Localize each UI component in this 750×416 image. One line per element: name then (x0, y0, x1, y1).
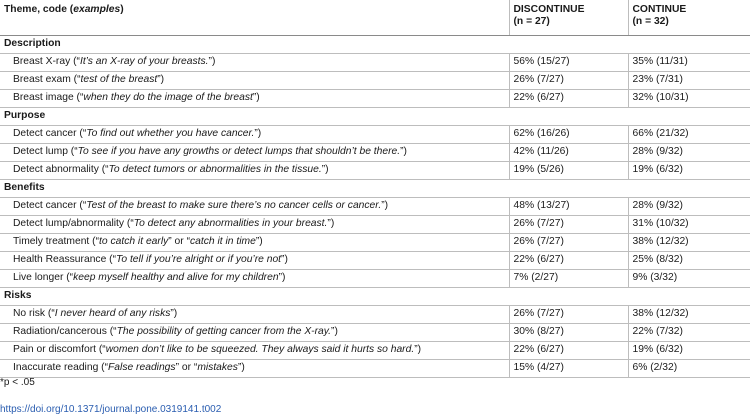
example-quote: Test of the breast to make sure there’s no cancer cells or cancer. (86, 200, 382, 211)
code-label: Breast exam (“ (13, 74, 81, 85)
table-row (0, 197, 750, 215)
quote-joiner: ” or “ (175, 362, 198, 373)
continue-cell: 22% (7/32) (628, 323, 750, 341)
quote-close: ”) (255, 236, 263, 247)
example-quote: mistakes (197, 362, 238, 373)
quote-close: ”) (331, 326, 338, 337)
example-quote: to catch it early (99, 236, 169, 247)
discontinue-cell: 30% (8/27) (509, 323, 628, 341)
code-label: Detect cancer (“ (13, 128, 87, 139)
quote-close: ”) (414, 344, 422, 355)
continue-cell: 35% (11/31) (628, 53, 750, 71)
example-quote: To detect tumors or abnormalities in the tissue. (108, 164, 322, 175)
code-label: Detect lump/abnormality (“ (13, 218, 134, 229)
continue-cell: 28% (9/32) (628, 197, 750, 215)
quote-close: ”) (252, 92, 260, 103)
discontinue-cell: 56% (15/27) (509, 53, 628, 71)
continue-cell: 19% (6/32) (628, 161, 750, 179)
section-title: Risks (0, 287, 750, 305)
section-title: Description (0, 35, 750, 53)
quote-close: ”) (381, 200, 389, 211)
example-quote: when they do the image of the breast (83, 92, 253, 103)
table-row (0, 89, 750, 107)
code-label: Timely treatment (“ (13, 236, 100, 247)
theme-cell (0, 233, 509, 251)
theme-cell (0, 359, 509, 377)
continue-cell: 6% (2/32) (628, 359, 750, 377)
quote-close: ”) (208, 56, 216, 67)
continue-cell: 23% (7/31) (628, 71, 750, 89)
quote-close: ”) (321, 164, 329, 175)
table-row (0, 359, 750, 377)
discontinue-cell: 26% (7/27) (509, 215, 628, 233)
continue-cell: 25% (8/32) (628, 251, 750, 269)
example-quote: To detect any abnormalities in your breast. (133, 218, 328, 229)
table-row (0, 53, 750, 71)
example-quote: To tell if you’re alright or if you’re not (116, 254, 282, 265)
table-row (0, 161, 750, 179)
theme-cell (0, 53, 509, 71)
theme-cell (0, 197, 509, 215)
example-quote: False readings (108, 362, 176, 373)
quote-close: ”) (157, 74, 165, 85)
theme-cell (0, 143, 509, 161)
continue-cell: 9% (3/32) (628, 269, 750, 287)
table-row (0, 251, 750, 269)
continue-header: CONTINUE (n = 32) (628, 0, 750, 35)
continue-cell: 66% (21/32) (628, 125, 750, 143)
theme-cell (0, 71, 509, 89)
theme-cell (0, 161, 509, 179)
continue-cell: 38% (12/32) (628, 233, 750, 251)
theme-cell (0, 89, 509, 107)
code-label: Health Reassurance (“ (13, 254, 117, 265)
theme-cell (0, 215, 509, 233)
theme-header: Theme, code (examples) (0, 0, 509, 35)
section-row (0, 287, 750, 305)
discontinue-cell: 26% (7/27) (509, 71, 628, 89)
code-label: Detect abnormality (“ (13, 164, 109, 175)
code-label: Radiation/cancerous (“ (13, 326, 117, 337)
table-row (0, 305, 750, 323)
theme-cell (0, 341, 509, 359)
code-label: Inaccurate reading (“ (13, 362, 109, 373)
theme-cell (0, 125, 509, 143)
example-quote: I never heard of any risks (54, 308, 171, 319)
quote-close: ”) (281, 254, 288, 265)
table-row (0, 269, 750, 287)
discontinue-cell: 22% (6/27) (509, 89, 628, 107)
section-title: Benefits (0, 179, 750, 197)
section-row (0, 179, 750, 197)
section-title: Purpose (0, 107, 750, 125)
section-row (0, 107, 750, 125)
discontinue-cell: 42% (11/26) (509, 143, 628, 161)
table-row (0, 125, 750, 143)
table-row (0, 71, 750, 89)
discontinue-cell: 22% (6/27) (509, 341, 628, 359)
code-label: No risk (“ (13, 308, 55, 319)
discontinue-header: DISCONTINUE (n = 27) (509, 0, 628, 35)
discontinue-cell: 7% (2/27) (509, 269, 628, 287)
quote-joiner: ” or “ (168, 236, 191, 247)
example-quote: test of the breast (80, 74, 158, 85)
example-quote: keep myself healthy and alive for my children (73, 272, 279, 283)
table-row (0, 341, 750, 359)
quote-close: ”) (400, 146, 407, 157)
discontinue-cell: 15% (4/27) (509, 359, 628, 377)
theme-cell (0, 305, 509, 323)
example-quote: catch it in time (190, 236, 256, 247)
footnote: *p < .05 (0, 377, 35, 388)
discontinue-cell: 26% (7/27) (509, 305, 628, 323)
theme-cell (0, 251, 509, 269)
header-row (0, 0, 750, 35)
code-label: Pain or discomfort (“ (13, 344, 106, 355)
example-quote: women don’t like to be squeezed. They always said it hurts so hard. (105, 344, 415, 355)
quote-close: ”) (327, 218, 335, 229)
quote-close: ”) (278, 272, 286, 283)
theme-cell (0, 269, 509, 287)
discontinue-cell: 19% (5/26) (509, 161, 628, 179)
table-row (0, 233, 750, 251)
continue-cell: 19% (6/32) (628, 341, 750, 359)
table-row (0, 323, 750, 341)
code-label: Breast X-ray (“ (13, 56, 80, 67)
code-label: Detect cancer (“ (13, 200, 87, 211)
table-body (0, 35, 750, 377)
discontinue-cell: 22% (6/27) (509, 251, 628, 269)
code-label: Breast image (“ (13, 92, 84, 103)
table-row (0, 143, 750, 161)
code-label: Live longer (“ (13, 272, 74, 283)
theme-cell (0, 323, 509, 341)
example-quote: To find out whether you have cancer. (86, 128, 255, 139)
section-row (0, 35, 750, 53)
quote-close: ”) (237, 362, 245, 373)
example-quote: The possibility of getting cancer from the X-ray. (116, 326, 332, 337)
code-label: Detect lump (“ (13, 146, 78, 157)
example-quote: To see if you have any growths or detect lumps that shouldn’t be there. (77, 146, 401, 157)
continue-cell: 28% (9/32) (628, 143, 750, 161)
continue-cell: 31% (10/32) (628, 215, 750, 233)
example-quote: It’s an X-ray of your breasts. (79, 56, 209, 67)
discontinue-cell: 48% (13/27) (509, 197, 628, 215)
continue-cell: 32% (10/31) (628, 89, 750, 107)
doi-link[interactable]: https://doi.org/10.1371/journal.pone.0319141.t002 (0, 404, 222, 415)
continue-cell: 38% (12/32) (628, 305, 750, 323)
discontinue-cell: 26% (7/27) (509, 233, 628, 251)
quote-close: ”) (170, 308, 178, 319)
table-row (0, 215, 750, 233)
discontinue-cell: 62% (16/26) (509, 125, 628, 143)
quote-close: ”) (254, 128, 262, 139)
